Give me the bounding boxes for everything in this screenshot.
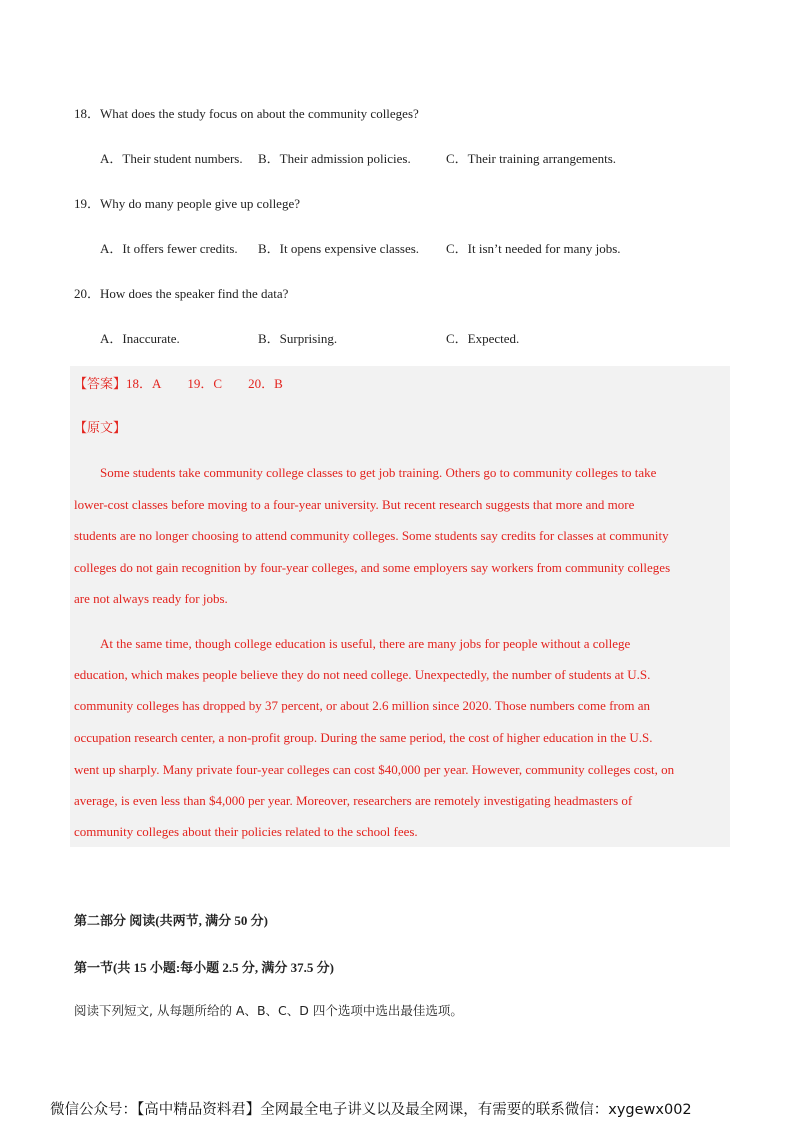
transcript-line: colleges do not gain recognition by four-year colleges, and some employers say workers from community colleges [74, 560, 671, 575]
question-20-stem: 20．How does the speaker find the data? [74, 286, 289, 301]
answer-line [74, 376, 283, 392]
subsection-title: 第一节(共 15 小题:每小题 2.5 分, 满分 37.5 分) [74, 960, 334, 975]
question-18-option-a: A．Their student numbers. [100, 151, 243, 166]
question-19-option-c: C．It isn’t needed for many jobs. [446, 241, 621, 256]
question-20-option-b: B．Surprising. [258, 331, 338, 346]
transcript-line: are not always ready for jobs. [74, 591, 228, 606]
transcript-line: students are no longer choosing to attend community colleges. Some students say credits for classes at community [74, 528, 669, 543]
transcript-line: At the same time, though college education is useful, there are many jobs for people without a college [100, 636, 631, 651]
question-20-option-c: C．Expected. [446, 331, 520, 346]
answer-19: 19．C [187, 376, 223, 391]
transcript-line: average, is even less than $4,000 per year. Moreover, researchers are remotely investigating headmasters of [74, 793, 633, 808]
part-title: 第二部分 阅读(共两节, 满分 50 分) [74, 913, 268, 928]
question-18-option-c: C．Their training arrangements. [446, 151, 617, 166]
question-19-stem: 19．Why do many people give up college? [74, 196, 300, 211]
transcript-line: lower-cost classes before moving to a four-year university. But recent research suggests that more and more [74, 497, 635, 512]
question-18-option-b: B．Their admission policies. [258, 151, 411, 166]
answer-18: 18．A [126, 376, 162, 391]
transcript-line: occupation research center, a non-profit group. During the same period, the cost of higher education in the U.S. [74, 730, 653, 745]
transcript-line: Some students take community college classes to get job training. Others go to community colleges to take [100, 465, 657, 480]
transcript-line: went up sharply. Many private four-year colleges can cost $40,000 per year. However, community colleges cost, on [74, 762, 675, 777]
transcript-line: community colleges has dropped by 37 percent, or about 2.6 million since 2020. Those numbers come from an [74, 698, 650, 713]
question-19-option-b: B．It opens expensive classes. [258, 241, 420, 256]
answer-label: 【答案】 [74, 376, 127, 391]
transcript-line: community colleges about their policies related to the school fees. [74, 824, 418, 839]
question-19-option-a: A．It offers fewer credits. [100, 241, 238, 256]
question-18-stem: 18．What does the study focus on about the community colleges? [74, 106, 419, 121]
transcript-line: education, which makes people believe they do not need college. Unexpectedly, the number of students at U.S. [74, 667, 651, 682]
question-20-option-a: A．Inaccurate. [100, 331, 180, 346]
answer-20: 20．B [248, 376, 283, 391]
transcript-label: 【原文】 [74, 420, 127, 435]
footer-text: 微信公众号：【高中精品资料君】全网最全电子讲义以及最全网课，有需要的联系微信：xygewx002 [50, 1102, 692, 1118]
instruction-text: 阅读下列短文, 从每题所给的 A、B、C、D 四个选项中选出最佳选项。 [74, 1003, 463, 1018]
